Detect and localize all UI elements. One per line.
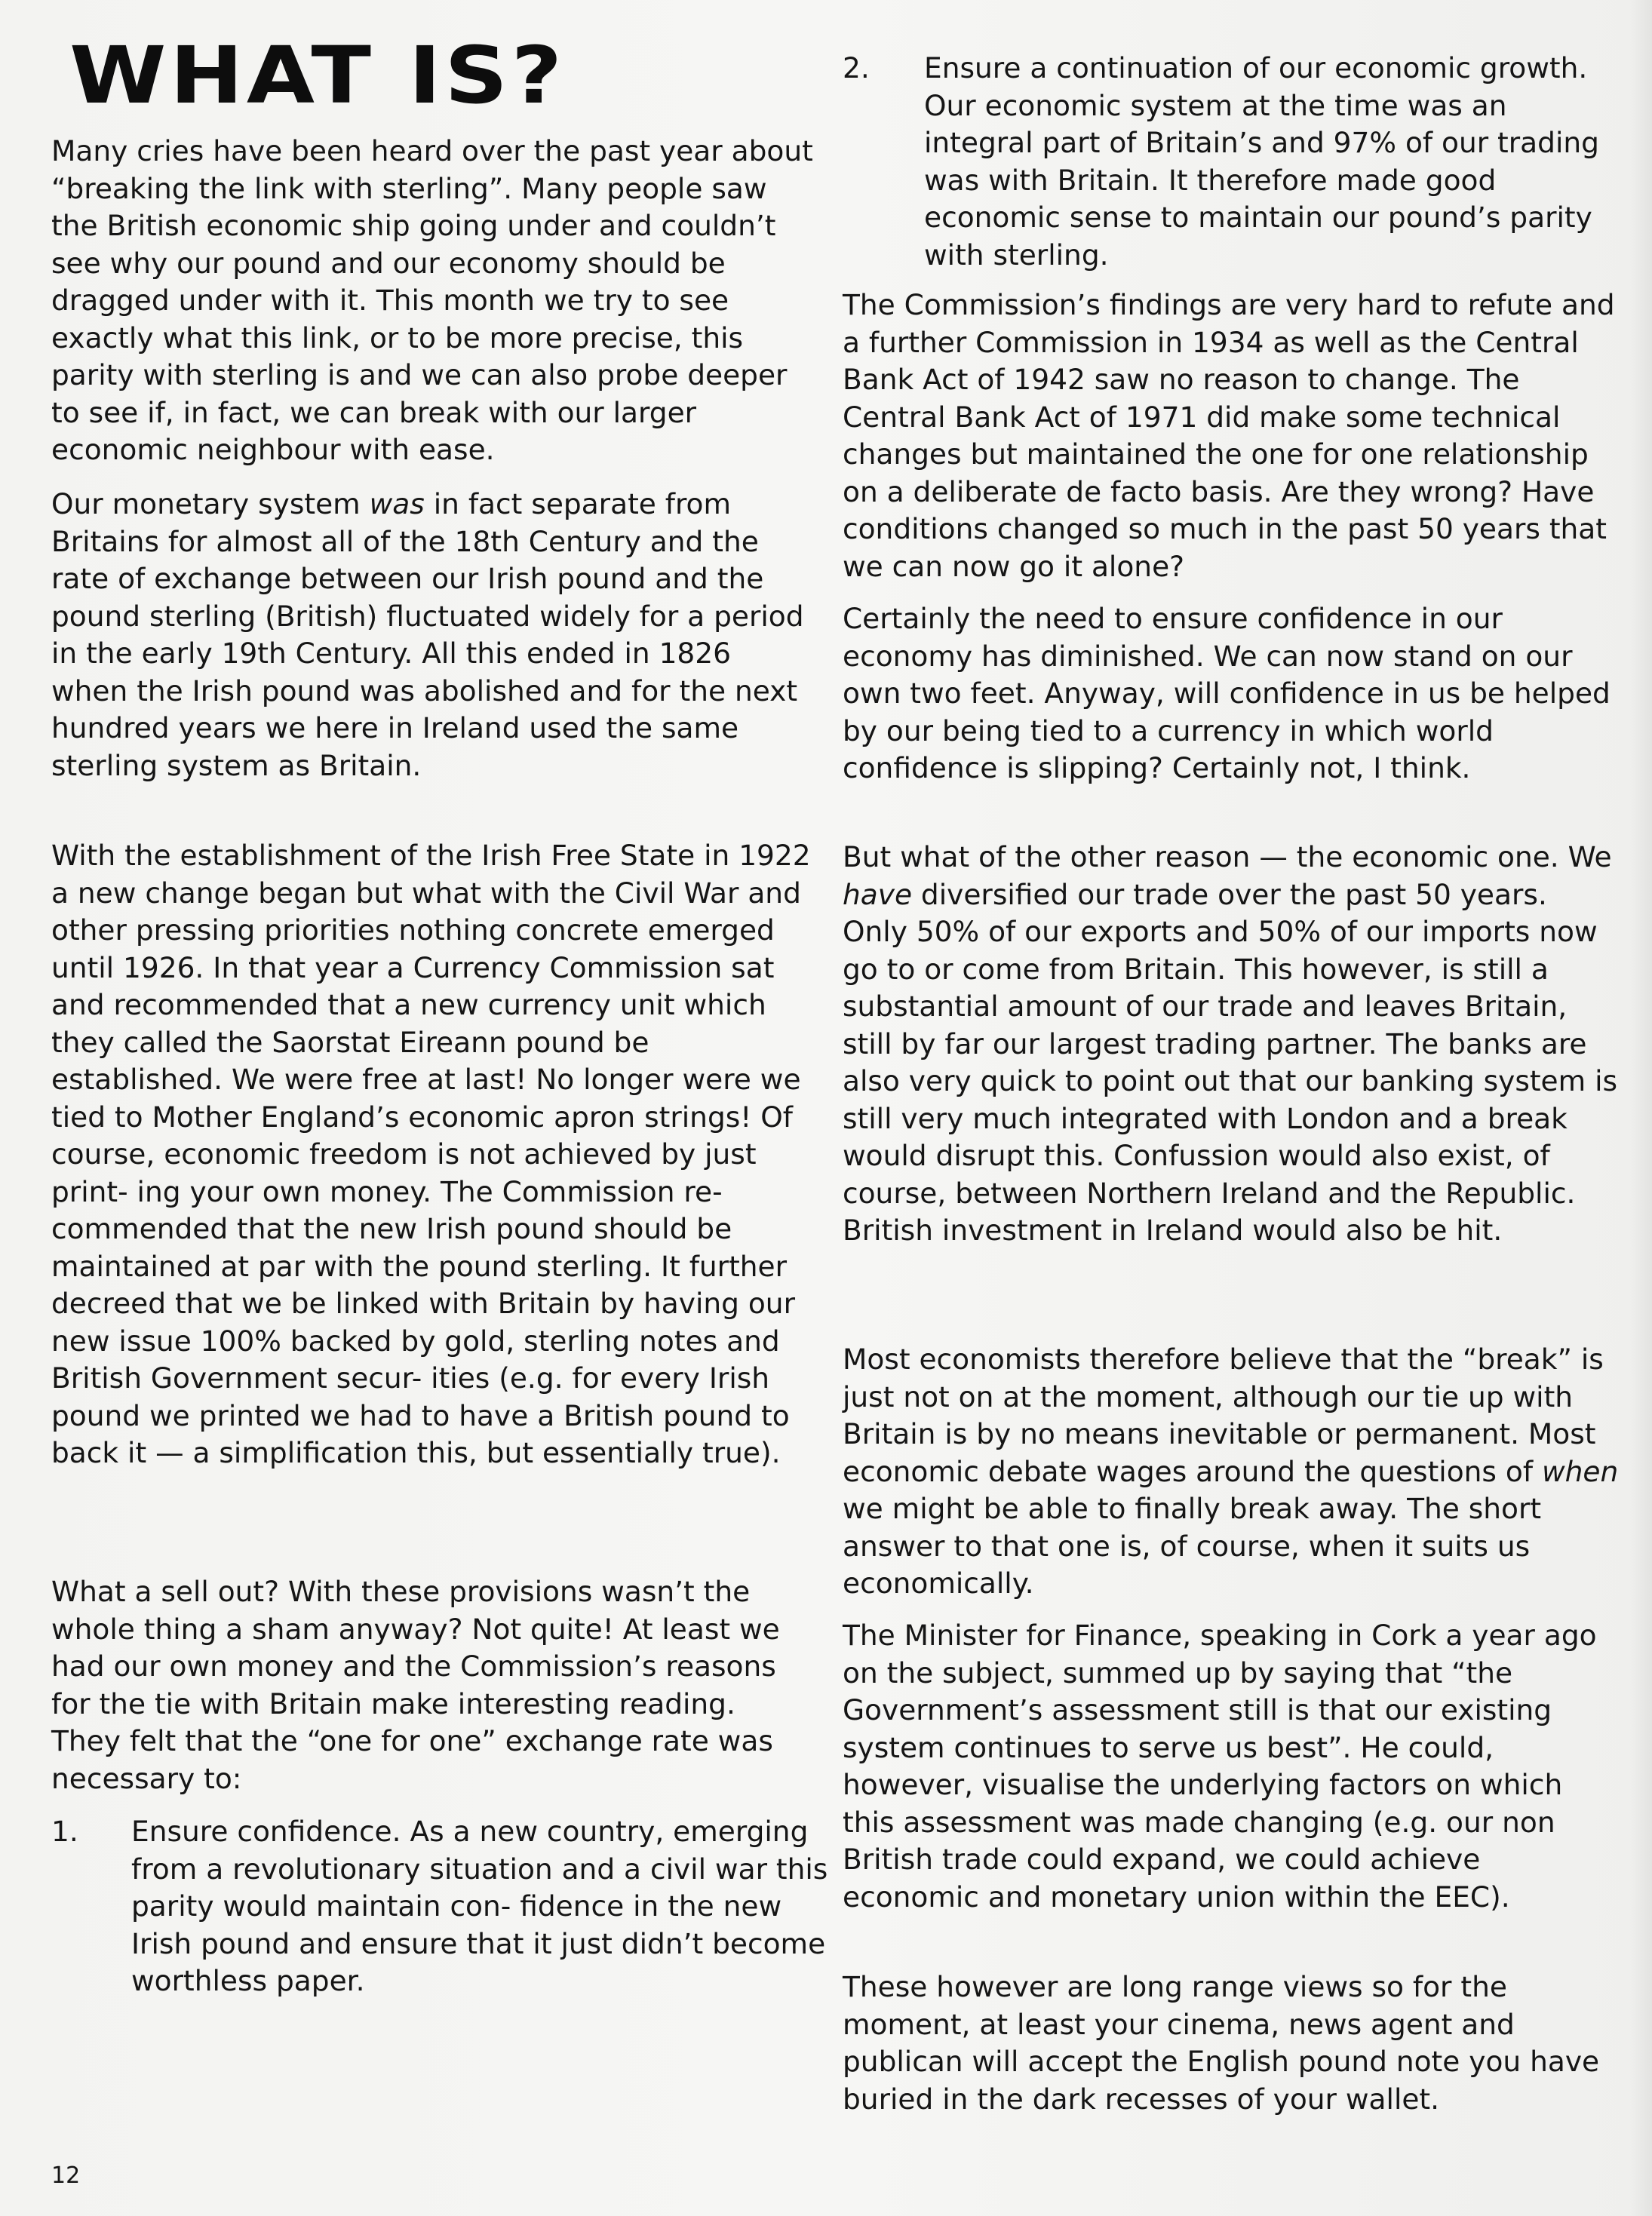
- emphasis-text: when: [1541, 1454, 1619, 1488]
- list-item: [843, 50, 1620, 276]
- emphasis-text: was: [369, 487, 425, 520]
- paragraph-text: Most economists therefore believe that the “break” is just not on at the moment, although our tie up with Britain is by no means inevitable or permanent. Most economic debate wages around the questions of: [843, 1343, 1604, 1488]
- paragraph-minister: The Minister for Finance, speaking in Cork a year ago on the subject, summed up by saying that “the Government’s assessment still is that our existing system continues to serve us best”. He could, however, visualise the underlying factors on which this assessment was made changing (e.g. our non British trade could expand, we could achieve economic and monetary union within the EEC).: [843, 1619, 1597, 1914]
- paragraph-economic-reason: [843, 839, 1620, 1250]
- paragraph-text: in fact separate from Britains for almost all of the 18th Century and the rate of exchange between our Irish pound and the pound sterling (British) fluctuated widely for a period in the early 19th Century. All this ended in 1826 when the Irish pound was abolished and for the next hundred years we here in Ireland used the same sterling system as Britain.: [51, 487, 804, 782]
- emphasis-text: have: [843, 877, 913, 911]
- paragraph-free-state: With the establishment of the Irish Free State in 1922 a new change began but what with the Civil War and other pressing priorities nothing concrete emerged until 1926. In that year a Currency Commission sat and recommended that a new currency unit which they called the Saorstat Eireann pound be established. We were free at last! No longer were we tied to Mother England’s economic apron strings! Of course, economic freedom is not achieved by just print- ing your own money. The Commission re- commended that the new Irish pound should be maintained at par with the pound sterling. It further decreed that we be linked with Britain by having our new issue 100% backed by gold, sterling notes and British Government secur- ities (e.g. for every Irish pound we printed we had to have a British pound to back it — a simplification this, but essentially true).: [51, 839, 811, 1469]
- paragraph-closing: These however are long range views so for the moment, at least your cinema, news agent and publican will accept the English pound note you have buried in the dark recesses of your wallet.: [843, 1970, 1600, 2116]
- paragraph-text: diversified our trade over the past 50 years. Only 50% of our exports and 50% of our imports now go to or come from Britain. This however, is still a substantial amount of our trade and leaves Britain, still by far our largest trading partner. The banks are also very quick to point out that our banking system is still very much integrated with London and a break would disrupt this. Confussion would also exist, of course, between Northern Ireland and the Republic. British investment in Ireland would also be hit.: [843, 877, 1618, 1247]
- list-text: Ensure a continuation of our economic growth. Our economic system at the time was an integral part of Britain’s and 97% of our trading was with Britain. It therefore made good economic sense to maintain our pound’s parity with sterling.: [924, 51, 1599, 272]
- paragraph-commission-findings: The Commission’s findings are very hard to refute and a further Commission in 1934 as well as the Central Bank Act of 1942 saw no reason to change. The Central Bank Act of 1971 did make some technical changes but maintained the one for one relationship on a deliberate de facto basis. Are they wrong? Have conditions changed so much in the past 50 years that we can now go it alone?: [843, 288, 1615, 583]
- paragraph-text: we might be able to finally break away. The short answer to that one is, of course, when it suits us economically.: [843, 1492, 1542, 1600]
- paragraph-confidence: Certainly the need to ensure confidence in our economy has diminished. We can now stand on our own two feet. Anyway, will confidence in us be helped by our being tied to a currency in which world confidence is slipping? Certainly not, I think.: [843, 602, 1611, 784]
- paragraph-text: Our monetary system: [51, 487, 370, 520]
- paragraph-sell-out: What a sell out? With these provisions wasn’t the whole thing a sham anyway? Not quite! At least we had our own money and the Commission’s reasons for the tie with Britain make interesting reading. They felt that the “one for one” exchange rate was necessary to:: [51, 1575, 780, 1795]
- paragraph-monetary-system: [51, 486, 813, 784]
- paragraph-economists: [843, 1341, 1620, 1603]
- list-number: 2.: [843, 51, 870, 84]
- list-text: Ensure confidence. As a new country, emerging from a revolutionary situation and a civil war this parity would maintain con- fidence in the new Irish pound and ensure that it just didn’t become worthless paper.: [131, 1815, 828, 1997]
- paragraph-text: But what of the other reason — the economic one. We: [843, 840, 1612, 873]
- paragraph-intro: Many cries have been heard over the past year about “breaking the link with sterling”. Many people saw the British economic ship going under and couldn’t see why our pound and our economy should be dragged under with it. This month we try to see exactly what this link, or to be more precise, this parity with sterling is and we can also probe deeper to see if, in fact, we can break with our larger economic neighbour with ease.: [51, 134, 813, 466]
- page-title: WHAT IS?: [69, 29, 566, 121]
- page-number: 12: [51, 2162, 81, 2189]
- list-item: [51, 1813, 828, 2009]
- page-edge-shadow: [1629, 0, 1652, 2216]
- list-number: 1.: [51, 1815, 78, 1848]
